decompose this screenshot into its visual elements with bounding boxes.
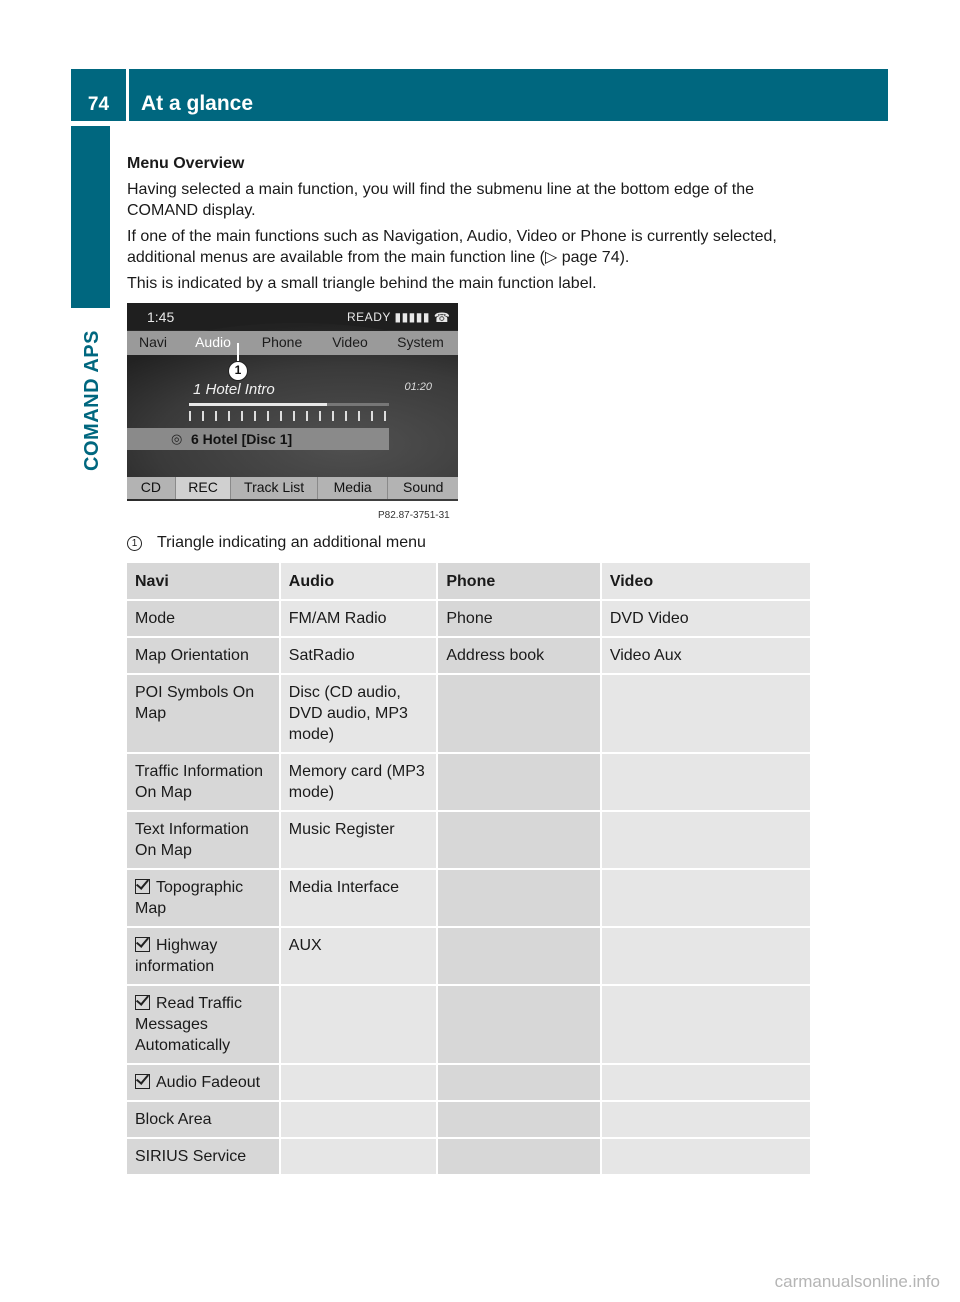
table-header-row <box>127 563 810 601</box>
progress-ticks <box>189 411 389 421</box>
table-row <box>127 601 810 638</box>
cell-text: Read Traffic Messages Automatically <box>135 995 242 1054</box>
header-audio: Audio <box>281 563 439 601</box>
menu-video: Video <box>332 334 368 350</box>
section-title: Menu Overview <box>127 155 245 172</box>
cell-text: Music Register <box>288 821 395 838</box>
side-tab-label <box>72 312 112 488</box>
cell-video <box>602 675 810 754</box>
cell-video <box>602 638 810 675</box>
cell-video <box>602 928 810 986</box>
side-tab-marker <box>71 126 110 308</box>
cell-audio <box>281 1065 439 1102</box>
cell-phone <box>438 675 602 754</box>
table-row <box>127 812 810 870</box>
cell-phone <box>438 754 602 812</box>
cell-navi <box>127 812 281 870</box>
cell-navi <box>127 638 281 675</box>
cell-phone <box>438 870 602 928</box>
cell-video <box>602 601 810 638</box>
main-function-bar <box>127 331 458 355</box>
header-video: Video <box>602 563 810 601</box>
page-title: At a glance <box>141 92 254 115</box>
menu-system: System <box>397 334 444 350</box>
comand-display-image <box>127 303 458 501</box>
table-row <box>127 1139 810 1176</box>
checkbox-checked-icon <box>135 1074 150 1089</box>
checkbox-checked-icon <box>135 937 150 952</box>
cell-text: Text Information On Map <box>135 821 249 859</box>
header-navi: Navi <box>127 563 281 601</box>
cell-video <box>602 986 810 1065</box>
cell-audio <box>281 638 439 675</box>
cell-video <box>602 812 810 870</box>
cell-text: Block Area <box>135 1111 212 1128</box>
table-row <box>127 675 810 754</box>
cell-phone <box>438 1065 602 1102</box>
callout-line <box>237 343 239 361</box>
cell-video <box>602 754 810 812</box>
paragraph: This is indicated by a small triangle behind the main function label. <box>127 275 597 292</box>
cell-video <box>602 870 810 928</box>
table-row <box>127 638 810 675</box>
submenu-bar <box>127 477 458 499</box>
section-content <box>127 155 817 299</box>
cell-phone <box>438 638 602 675</box>
cell-audio <box>281 812 439 870</box>
display-time: 1:45 <box>147 309 175 325</box>
figure-legend <box>127 534 426 552</box>
cell-navi <box>127 928 281 986</box>
cell-phone <box>438 1102 602 1139</box>
cell-text: POI Symbols On Map <box>135 684 255 722</box>
cell-video <box>602 1102 810 1139</box>
cell-video <box>602 1139 810 1176</box>
legend-text: Triangle indicating an additional menu <box>157 534 426 551</box>
cell-text: SIRIUS Service <box>135 1148 247 1165</box>
cell-text: Topographic Map <box>135 879 244 917</box>
disc-info-row <box>127 428 389 450</box>
callout-marker: 1 <box>228 361 248 381</box>
paragraph: If one of the main functions such as Navigation, Audio, Video or Phone is currently selected, additional menus are available from the main function line (▷ page 74). <box>127 228 777 266</box>
cell-text: AUX <box>288 937 322 954</box>
cell-phone <box>438 812 602 870</box>
cell-phone <box>438 928 602 986</box>
cell-navi <box>127 754 281 812</box>
paragraph: Having selected a main function, you will find the submenu line at the bottom edge of the COMAND display. <box>127 181 755 219</box>
cell-text: Address book <box>446 647 545 664</box>
cell-video <box>602 1065 810 1102</box>
softkey-track-list: Track List <box>231 477 317 499</box>
table-row <box>127 986 810 1065</box>
cell-phone <box>438 1139 602 1176</box>
cell-audio <box>281 870 439 928</box>
table-row <box>127 754 810 812</box>
track-title: 1 Hotel Intro <box>193 381 275 398</box>
page-number: 74 <box>87 94 110 115</box>
cell-text: Map Orientation <box>135 647 249 664</box>
cell-navi <box>127 601 281 638</box>
table-row <box>127 1065 810 1102</box>
progress-fill <box>189 403 327 406</box>
elapsed-time: 01:20 <box>404 381 432 393</box>
legend-number: 1 <box>127 536 142 551</box>
cell-navi <box>127 1102 281 1139</box>
cell-text: Highway information <box>135 937 218 975</box>
table-row <box>127 1102 810 1139</box>
cd-icon: ◎ <box>171 431 183 446</box>
softkey-cd: CD <box>127 477 176 499</box>
watermark: carmanualsonline.info <box>774 1272 940 1291</box>
cell-text: Media Interface <box>288 879 400 896</box>
menu-navi: Navi <box>138 334 167 350</box>
cell-navi <box>127 870 281 928</box>
table-row <box>127 870 810 928</box>
cell-text: Disc (CD audio, DVD audio, MP3 mode) <box>288 684 408 743</box>
softkey-rec: REC <box>176 477 232 499</box>
cell-audio <box>281 1102 439 1139</box>
cell-text: Video Aux <box>609 647 682 664</box>
cell-phone <box>438 601 602 638</box>
cell-audio <box>281 675 439 754</box>
cell-phone <box>438 986 602 1065</box>
cell-audio <box>281 754 439 812</box>
menu-overview-table <box>127 563 810 1176</box>
softkey-media: Media <box>318 477 389 499</box>
cell-audio <box>281 601 439 638</box>
display-status: READY ▮▮▮▮▮ <box>347 310 430 324</box>
cell-text: Traffic Information On Map <box>135 763 264 801</box>
cell-audio <box>281 928 439 986</box>
cell-text: FM/AM Radio <box>288 610 387 627</box>
cell-text: Memory card (MP3 mode) <box>288 763 425 801</box>
menu-audio: Audio <box>195 334 231 350</box>
cell-audio <box>281 1139 439 1176</box>
disc-name: 6 Hotel [Disc 1] <box>191 431 293 447</box>
image-reference-code: P82.87-3751-31 <box>378 510 450 521</box>
menu-phone: Phone <box>261 334 303 350</box>
checkbox-checked-icon <box>135 879 150 894</box>
page-header <box>71 69 888 121</box>
cell-audio <box>281 986 439 1065</box>
phone-handset-icon: ☎ <box>433 310 450 325</box>
cell-text: DVD Video <box>609 610 689 627</box>
cell-text: Audio Fadeout <box>156 1074 261 1091</box>
side-tab-text: COMAND APS <box>80 329 103 471</box>
cell-navi <box>127 675 281 754</box>
cell-navi <box>127 986 281 1065</box>
cell-text: Mode <box>135 610 176 627</box>
table-row <box>127 928 810 986</box>
cell-navi <box>127 1065 281 1102</box>
softkey-sound: Sound <box>402 479 444 495</box>
cell-text: Phone <box>446 610 493 627</box>
header-phone: Phone <box>438 563 602 601</box>
cell-text: SatRadio <box>288 647 355 664</box>
cell-navi <box>127 1139 281 1176</box>
checkbox-checked-icon <box>135 995 150 1010</box>
